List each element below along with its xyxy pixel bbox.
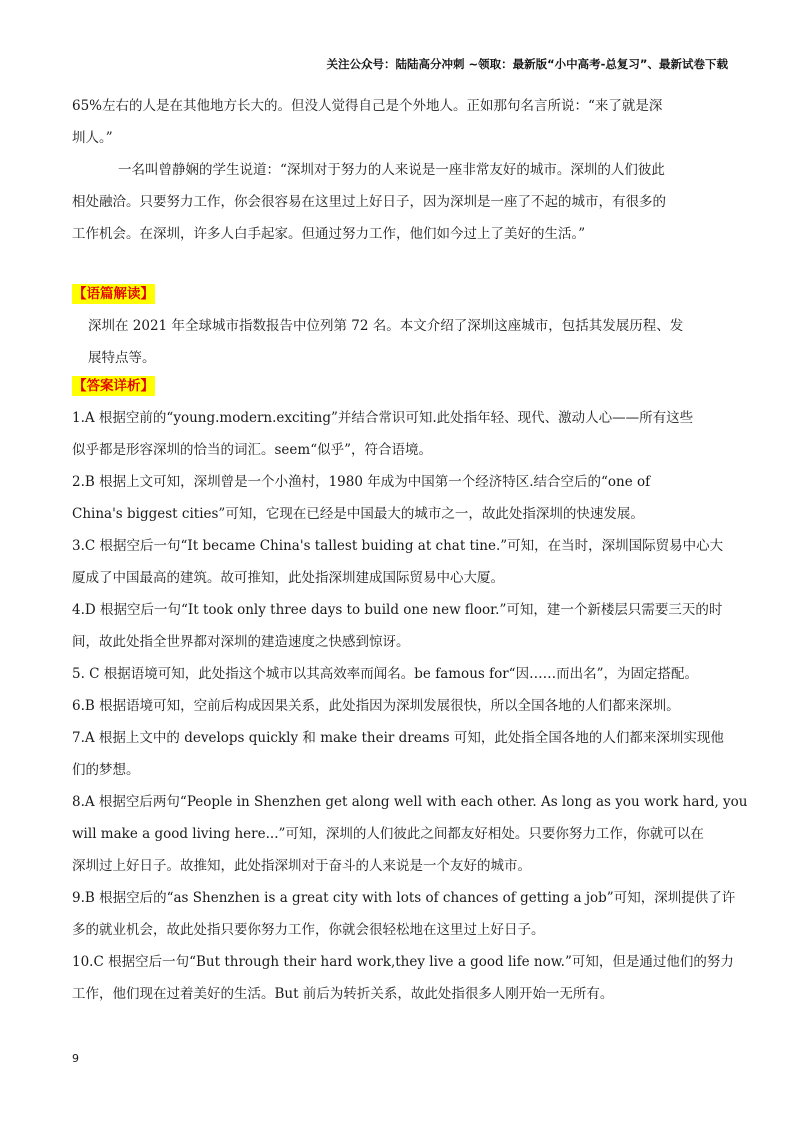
answer-line: 9.B 根据空后的“as Shenzhen is a great city with lots of chances of getting a job”可知，深圳提供了许 (72, 890, 736, 906)
answer-line: 似乎都是形容深圳的恰当的词汇。seem“似乎”，符合语境。 (72, 442, 433, 458)
answer-line: 8.A 根据空后两句“People in Shenzhen get along well with each other. As long as you work hard, you (72, 794, 748, 810)
reading-line: 展特点等。 (88, 350, 156, 366)
page-header: 关注公众号：陆陆高分冲刺 ~领取：最新版“小中高考-总复习”、最新试卷下载 (326, 57, 728, 71)
answer-line: 6.B 根据语境可知，空前后构成因果关系，此处指因为深圳发展很快，所以全国各地的人们都来深圳。 (72, 698, 680, 714)
answer-line: 10.C 根据空后一句“But through their hard work,they live a good life now.”可知，但是通过他们的努力 (72, 954, 734, 970)
passage-line: 圳人。” (72, 130, 113, 146)
section-tag-answers: 【答案详析】 (73, 378, 154, 394)
answer-line: will make a good living here...”可知，深圳的人们彼此之间都友好相处。只要你努力工作，你就可以在 (72, 826, 704, 842)
reading-line: 深圳在 2021 年全球城市指数报告中位列第 72 名。本文介绍了深圳这座城市，包括其发展历程、发 (88, 318, 684, 334)
answer-line: 多的就业机会，故此处指只要你努力工作，你就会很轻松地在这里过上好日子。 (72, 922, 545, 938)
answer-line: 厦成了中国最高的建筑。故可推知，此处指深圳建成国际贸易中心大厦。 (72, 570, 504, 586)
answer-line: 工作，他们现在过着美好的生活。But 前后为转折关系，故此处指很多人刚开始一无所有。 (72, 986, 614, 1002)
answer-line: 7.A 根据上文中的 develops quickly 和 make their dreams 可知，此处指全国各地的人们都来深圳实现他 (72, 730, 724, 746)
answer-line: 深圳过上好日子。故推知，此处指深圳对于奋斗的人来说是一个友好的城市。 (72, 858, 531, 874)
answer-line: 1.A 根据空前的“young.modern.exciting”并结合常识可知.此处指年轻、现代、激动人心——所有这些 (72, 410, 694, 426)
answer-line: 间，故此处指全世界都对深圳的建造速度之快感到惊讶。 (72, 634, 410, 650)
passage-line: 工作机会。在深圳，许多人白手起家。但通过努力工作，他们如今过上了美好的生活。” (72, 226, 586, 242)
answer-line: 们的梦想。 (72, 762, 140, 778)
passage-line: 65%左右的人是在其他地方长大的。但没人觉得自己是个外地人。正如那句名言所说：“来了就是深 (72, 98, 663, 114)
passage-line: 相处融洽。只要努力工作，你会很容易在这里过上好日子，因为深圳是一座了不起的城市，有很多的 (72, 194, 666, 210)
section-tag-reading: 【语篇解读】 (73, 286, 154, 302)
answer-line: 4.D 根据空后一句“It took only three days to build one new floor.”可知，建一个新楼层只需要三天的时 (72, 602, 723, 618)
answer-line: 2.B 根据上文可知，深圳曾是一个小渔村，1980 年成为中国第一个经济特区.结合空后的“one of (72, 474, 651, 490)
passage-line: 一名叫曾静娴的学生说道：“深圳对于努力的人来说是一座非常友好的城市。深圳的人们彼此 (118, 162, 665, 178)
answer-line: 5. C 根据语境可知，此处指这个城市以其高效率而闻名。be famous for“因……而出名”，为固定搭配。 (72, 666, 698, 682)
answer-line: China's biggest cities”可知，它现在已经是中国最大的城市之一，故此处指深圳的快速发展。 (72, 506, 644, 522)
page-number: 9 (72, 1052, 79, 1065)
answer-line: 3.C 根据空后一句“It became China's tallest buiding at chat tine.”可知，在当时，深圳国际贸易中心大 (72, 538, 724, 554)
